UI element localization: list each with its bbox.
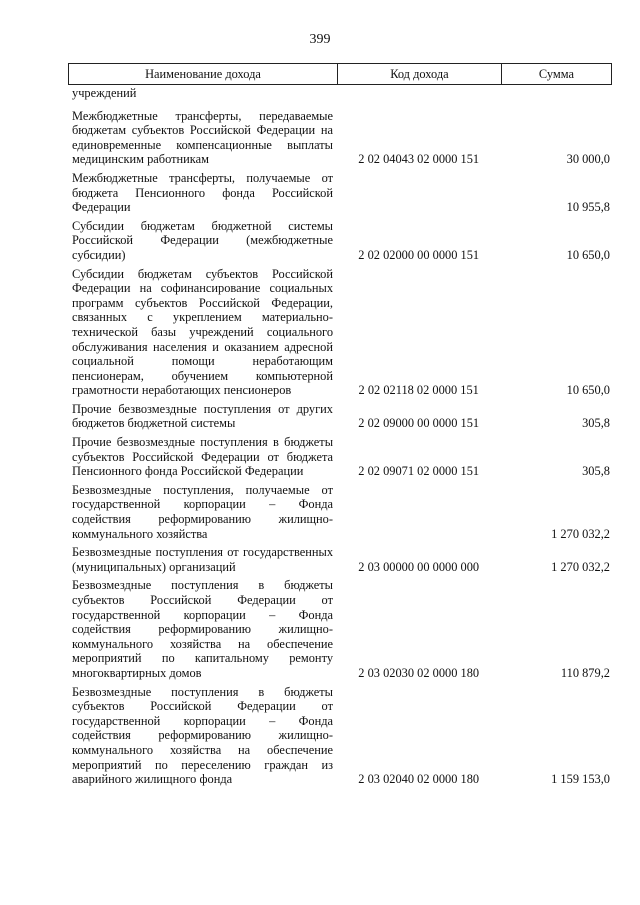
row-sum: 30 000,0	[566, 152, 610, 167]
row-name: Межбюджетные трансферты, передаваемые бюджетам субъектов Российской Федерации на единовременные компенсационные выплаты медицинским работникам	[72, 108, 334, 167]
row-code	[337, 171, 500, 215]
row-name: Безвозмездные поступления в бюджеты субъектов Российской Федерации от государственной корпорации – Фонда содействия реформированию жилищно-коммунального хозяйства на обеспечение мероприятий по переселению граждан из аварийного жилищного фонда	[72, 684, 334, 787]
row-code: 2 03 02030 02 0000 180	[358, 665, 480, 680]
row-sum: 10 650,0	[566, 247, 610, 262]
row-sum: 1 270 032,2	[551, 559, 610, 574]
table-row	[68, 402, 612, 431]
row-sum: 305,8	[582, 416, 610, 431]
table-row	[68, 545, 612, 574]
table-row	[68, 86, 612, 101]
row-sum: 305,8	[582, 464, 610, 479]
table-row	[68, 267, 612, 398]
row-code	[337, 86, 500, 101]
row-code: 2 02 09000 00 0000 151	[358, 416, 480, 431]
table-row	[68, 109, 612, 167]
row-name: Безвозмездные поступления от государственных (муниципальных) организаций	[72, 545, 334, 574]
page-number: 399	[309, 32, 331, 47]
row-code: 2 02 04043 02 0000 151	[358, 152, 480, 167]
row-sum: 10 650,0	[566, 383, 610, 398]
revenue-table	[68, 63, 612, 787]
table-row	[68, 483, 612, 541]
table-row	[68, 219, 612, 263]
row-sum: 110 879,2	[560, 665, 610, 680]
row-name: Межбюджетные трансферты, получаемые от бюджета Пенсионного фонда Российской Федерации	[72, 170, 334, 215]
row-sum: 10 955,8	[566, 200, 610, 215]
table-row	[68, 685, 612, 787]
row-code	[337, 483, 500, 541]
row-sum: 1 159 153,0	[551, 772, 610, 787]
row-name: Безвозмездные поступления, получаемые от государственной корпорации – Фонда содействия реформированию жилищно-коммунального хозяйства	[72, 482, 334, 541]
table-row	[68, 578, 612, 680]
row-name: Субсидии бюджетам бюджетной системы Российской Федерации (межбюджетные субсидии)	[72, 218, 334, 262]
row-name: учреждений	[72, 86, 137, 100]
row-code: 2 03 02040 02 0000 180	[358, 772, 480, 787]
table-header	[68, 63, 612, 85]
row-name: Прочие безвозмездные поступления в бюджеты субъектов Российской Федерации от бюджета Пенсионного фонда Российской Федерации	[72, 435, 334, 479]
row-code: 2 02 09071 02 0000 151	[358, 464, 480, 479]
row-sum: 1 270 032,2	[551, 526, 610, 541]
header-sum: Сумма	[538, 66, 574, 81]
row-code: 2 03 00000 00 0000 000	[358, 559, 480, 574]
row-name: Субсидии бюджетам субъектов Российской Федерации на софинансирование социальных программ субъектов Российской Федерации, связанных с укреплением материально-технической базы учреждений социального обслуживания населения и оказанием адресной социальной помощи неработающим пенсионерам, обучением компьютерной грамотности неработающих пенсионеров	[72, 266, 334, 398]
table-row	[68, 171, 612, 215]
table-row	[68, 435, 612, 479]
header-code: Код дохода	[338, 64, 502, 84]
row-name: Прочие безвозмездные поступления от других бюджетов бюджетной системы	[72, 401, 334, 431]
header-name: Наименование дохода	[69, 64, 338, 84]
row-sum	[500, 86, 612, 101]
row-code: 2 02 02000 00 0000 151	[358, 247, 480, 262]
row-code: 2 02 02118 02 0000 151	[358, 383, 479, 398]
row-name: Безвозмездные поступления в бюджеты субъектов Российской Федерации от государственной корпорации – Фонда содействия реформированию жилищно-коммунального хозяйства на обеспечение мероприятий по капитальному ремонту многоквартирных домов	[72, 578, 334, 680]
